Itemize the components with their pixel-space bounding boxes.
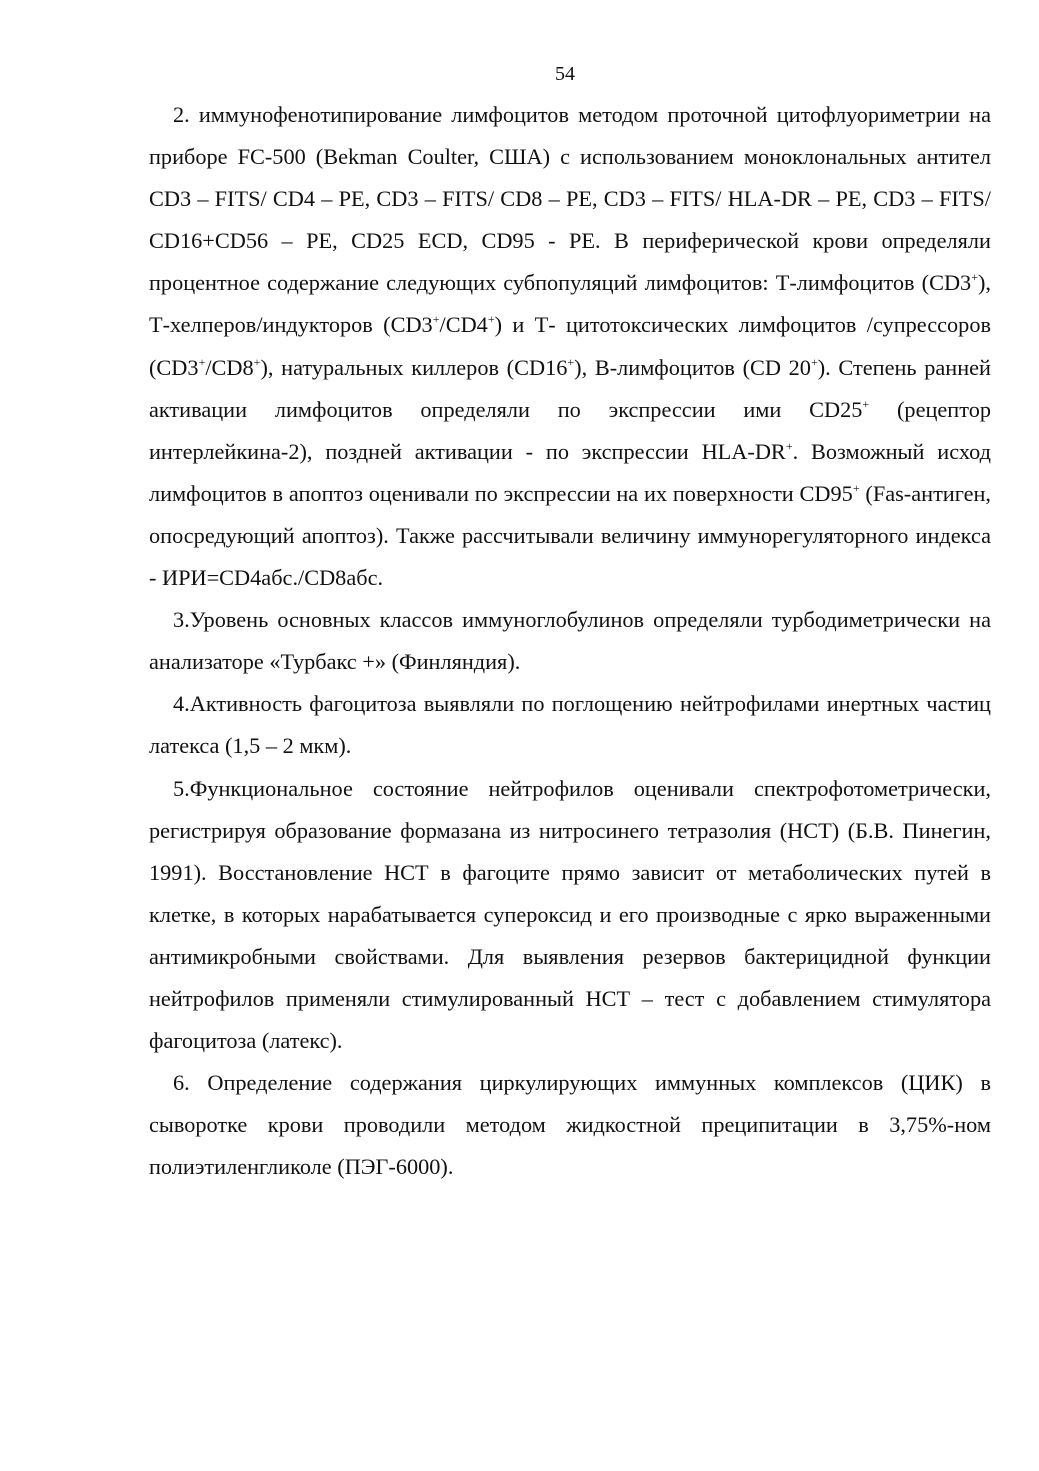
- paragraph-neutrophils: 5.Функциональное состояние нейтрофилов оценивали спектрофотометрически, регистрируя образование формазана из нитросинего тетразолия (НСТ) (Б.В. Пинегин, 1991). Восстановление НСТ в фагоците прямо зависит от метаболических путей в клетке, в которых нарабатывается супероксид и его производные с ярко выраженными антимикробными свойствами. Для выявления резервов бактерицидной функции нейтрофилов применяли стимулированный НСТ – тест с добавлением стимулятора фагоцитоза (латекс).: [149, 775, 991, 1054]
- body-text: [149, 94, 991, 1188]
- page-number: 54: [555, 63, 575, 85]
- superscript-plus: +: [567, 354, 575, 369]
- superscript-plus: +: [862, 396, 870, 411]
- superscript-plus: +: [810, 354, 818, 369]
- text-run: /CD8: [205, 354, 254, 380]
- superscript-plus: +: [852, 480, 860, 495]
- text-run: ). Степень ранней активации лимфоцитов определяли по экспрессии ими CD25: [149, 354, 991, 422]
- text-run: . Возможный исход лимфоцитов в апоптоз оценивали по экспрессии на их поверхности CD95: [149, 438, 991, 506]
- superscript-plus: +: [971, 270, 978, 285]
- text-run: (рецептор интерлейкина-2), поздней активации - по экспрессии HLA-DR: [149, 396, 991, 464]
- text-run: ) и Т- цитотоксических лимфоцитов /супрессоров (CD3: [149, 312, 992, 380]
- superscript-plus: +: [253, 354, 261, 369]
- superscript-plus: +: [785, 438, 793, 453]
- text-run: ), натуральных киллеров (CD16: [260, 354, 568, 380]
- text-run: 2. иммунофенотипирование лимфоцитов методом проточной цитофлуориметрии на приборе FC-500 (Bekman Coulter, США) с использованием моноклональных антител CD3 – FITS/ CD4 – PE, CD3 – FITS/ CD8 – PE, CD3 – FITS/ HLA-DR – PE, CD3 – FITS/ CD16+CD56 – PE, CD25 ECD, CD95 - PE. В периферической крови определяли процентное содержание следующих субпопуляций лимфоцитов: Т-лимфоцитов (CD3: [149, 102, 991, 296]
- superscript-plus: +: [487, 312, 495, 327]
- paragraph-phagocytosis: 4.Активность фагоцитоза выявляли по поглощению нейтрофилами инертных частиц латекса (1,5 – 2 мкм).: [149, 691, 991, 759]
- paragraph-immunophenotyping: [149, 94, 991, 599]
- text-run: ), Т-хелперов/индукторов (CD3: [149, 270, 991, 338]
- text-run: (Fas-антиген, опосредующий апоптоз). Также рассчитывали величину иммунорегуляторного индекса - ИРИ=CD4абс./CD8абс.: [149, 480, 991, 591]
- superscript-plus: +: [198, 354, 206, 369]
- text-run: ), В-лимфоцитов (CD 20: [574, 354, 811, 380]
- text-run: /CD4: [439, 312, 488, 338]
- paragraph-immune-complexes: 6. Определение содержания циркулирующих иммунных комплексов (ЦИК) в сыворотке крови проводили методом жидкостной преципитации в 3,75%-ном полиэтиленгликоле (ПЭГ-6000).: [149, 1070, 991, 1180]
- paragraph-immunoglobulins: 3.Уровень основных классов иммуноглобулинов определяли турбодиметрически на анализаторе «Турбакс +» (Финляндия).: [149, 607, 991, 675]
- superscript-plus: +: [432, 312, 440, 327]
